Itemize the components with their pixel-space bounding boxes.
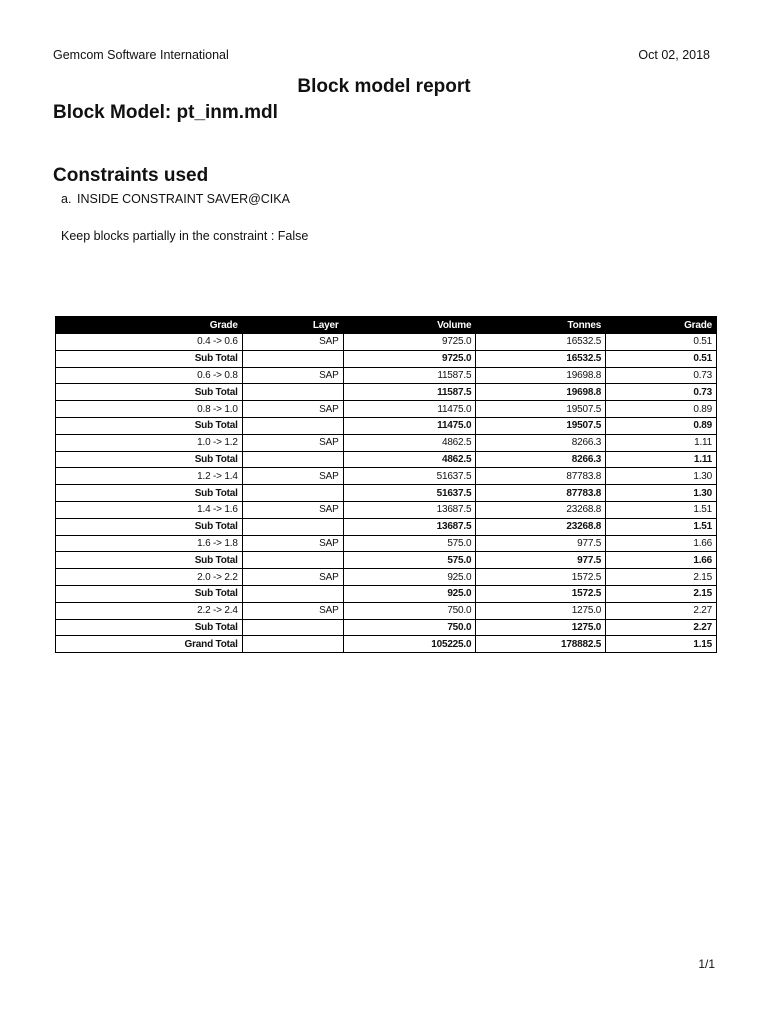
table-row [56,401,717,418]
grade-cell: 0.89 [606,401,717,418]
grade-range-cell: 2.2 -> 2.4 [56,602,243,619]
subtotal-row [56,619,717,636]
volume-cell: 13687.5 [343,501,476,518]
grade-range-cell: Sub Total [56,384,243,401]
subtotal-row [56,585,717,602]
grade-cell: 0.51 [606,334,717,351]
volume-cell: 13687.5 [343,518,476,535]
page-number: 1/1 [698,957,715,971]
layer-cell: SAP [242,602,343,619]
subtotal-row [56,384,717,401]
grade-range-cell: Sub Total [56,585,243,602]
grade-cell: 1.30 [606,468,717,485]
table-row [56,501,717,518]
volume-cell: 575.0 [343,552,476,569]
table-row [56,367,717,384]
volume-cell: 11587.5 [343,367,476,384]
grade-range-cell: 1.2 -> 1.4 [56,468,243,485]
table-header-row [56,317,717,334]
grade-cell: 1.66 [606,552,717,569]
tonnes-cell: 1572.5 [476,585,606,602]
grade-cell: 0.73 [606,384,717,401]
tonnes-cell: 19698.8 [476,384,606,401]
volume-cell: 11475.0 [343,417,476,434]
subtotal-row [56,552,717,569]
volume-cell: 925.0 [343,569,476,586]
grade-range-cell: 2.0 -> 2.2 [56,569,243,586]
layer-cell: SAP [242,434,343,451]
layer-cell: SAP [242,535,343,552]
table-row [56,468,717,485]
table-row [56,602,717,619]
grade-cell: 1.15 [606,636,717,653]
table-row [56,535,717,552]
grade-cell: 2.15 [606,585,717,602]
subtotal-row [56,636,717,653]
volume-cell: 51637.5 [343,485,476,502]
layer-cell [242,384,343,401]
layer-cell [242,485,343,502]
grade-cell: 1.51 [606,518,717,535]
grade-cell: 2.27 [606,619,717,636]
tonnes-cell: 16532.5 [476,334,606,351]
grade-range-cell: Sub Total [56,485,243,502]
tonnes-cell: 1572.5 [476,569,606,586]
layer-cell: SAP [242,401,343,418]
volume-cell: 925.0 [343,585,476,602]
constraint-item-text: INSIDE CONSTRAINT SAVER@CIKA [77,192,290,206]
volume-cell: 575.0 [343,535,476,552]
grade-cell: 1.30 [606,485,717,502]
tonnes-cell: 19507.5 [476,401,606,418]
constraints-heading: Constraints used [53,165,209,186]
constraint-list-item [61,192,290,206]
col-header-grade-range: Grade [56,317,243,334]
table-body [56,334,717,653]
subtotal-row [56,451,717,468]
company-name: Gemcom Software International [53,48,229,62]
volume-cell: 11475.0 [343,401,476,418]
layer-cell: SAP [242,334,343,351]
grade-range-cell: 1.0 -> 1.2 [56,434,243,451]
grade-cell: 1.11 [606,434,717,451]
volume-cell: 51637.5 [343,468,476,485]
grade-report-table [55,316,717,653]
volume-cell: 750.0 [343,602,476,619]
grade-cell: 2.15 [606,569,717,586]
table-row [56,334,717,351]
tonnes-cell: 87783.8 [476,468,606,485]
grade-range-cell: 0.6 -> 0.8 [56,367,243,384]
layer-cell [242,350,343,367]
layer-cell: SAP [242,569,343,586]
volume-cell: 105225.0 [343,636,476,653]
grade-cell: 0.73 [606,367,717,384]
layer-cell [242,417,343,434]
subtotal-row [56,350,717,367]
volume-cell: 9725.0 [343,350,476,367]
tonnes-cell: 23268.8 [476,518,606,535]
layer-cell [242,585,343,602]
layer-cell [242,636,343,653]
volume-cell: 9725.0 [343,334,476,351]
grade-range-cell: Sub Total [56,552,243,569]
block-model-title: Block Model: pt_inm.mdl [53,102,278,123]
tonnes-cell: 19507.5 [476,417,606,434]
col-header-layer: Layer [242,317,343,334]
grade-range-cell: 0.8 -> 1.0 [56,401,243,418]
col-header-tonnes: Tonnes [476,317,606,334]
grade-range-cell: Sub Total [56,417,243,434]
col-header-volume: Volume [343,317,476,334]
tonnes-cell: 23268.8 [476,501,606,518]
layer-cell: SAP [242,367,343,384]
col-header-grade: Grade [606,317,717,334]
report-title: Block model report [297,76,471,97]
table-row [56,434,717,451]
volume-cell: 4862.5 [343,434,476,451]
layer-cell: SAP [242,501,343,518]
keep-blocks-note: Keep blocks partially in the constraint : False [61,229,309,243]
layer-cell [242,518,343,535]
tonnes-cell: 1275.0 [476,602,606,619]
tonnes-cell: 16532.5 [476,350,606,367]
tonnes-cell: 977.5 [476,535,606,552]
layer-cell [242,619,343,636]
grade-range-cell: Sub Total [56,350,243,367]
constraint-item-marker: a. [61,192,72,206]
tonnes-cell: 1275.0 [476,619,606,636]
grade-range-cell: Sub Total [56,518,243,535]
tonnes-cell: 178882.5 [476,636,606,653]
volume-cell: 750.0 [343,619,476,636]
grade-range-cell: Grand Total [56,636,243,653]
grade-range-cell: 1.4 -> 1.6 [56,501,243,518]
grade-range-cell: 1.6 -> 1.8 [56,535,243,552]
grade-range-cell: 0.4 -> 0.6 [56,334,243,351]
subtotal-row [56,417,717,434]
tonnes-cell: 8266.3 [476,451,606,468]
grade-cell: 1.66 [606,535,717,552]
tonnes-cell: 8266.3 [476,434,606,451]
layer-cell: SAP [242,468,343,485]
volume-cell: 11587.5 [343,384,476,401]
subtotal-row [56,485,717,502]
report-date: Oct 02, 2018 [638,48,710,62]
volume-cell: 4862.5 [343,451,476,468]
grade-cell: 1.51 [606,501,717,518]
grade-cell: 0.51 [606,350,717,367]
tonnes-cell: 19698.8 [476,367,606,384]
grade-cell: 1.11 [606,451,717,468]
grade-cell: 0.89 [606,417,717,434]
grade-cell: 2.27 [606,602,717,619]
tonnes-cell: 977.5 [476,552,606,569]
grade-range-cell: Sub Total [56,451,243,468]
layer-cell [242,552,343,569]
grade-range-cell: Sub Total [56,619,243,636]
table-row [56,569,717,586]
subtotal-row [56,518,717,535]
tonnes-cell: 87783.8 [476,485,606,502]
layer-cell [242,451,343,468]
